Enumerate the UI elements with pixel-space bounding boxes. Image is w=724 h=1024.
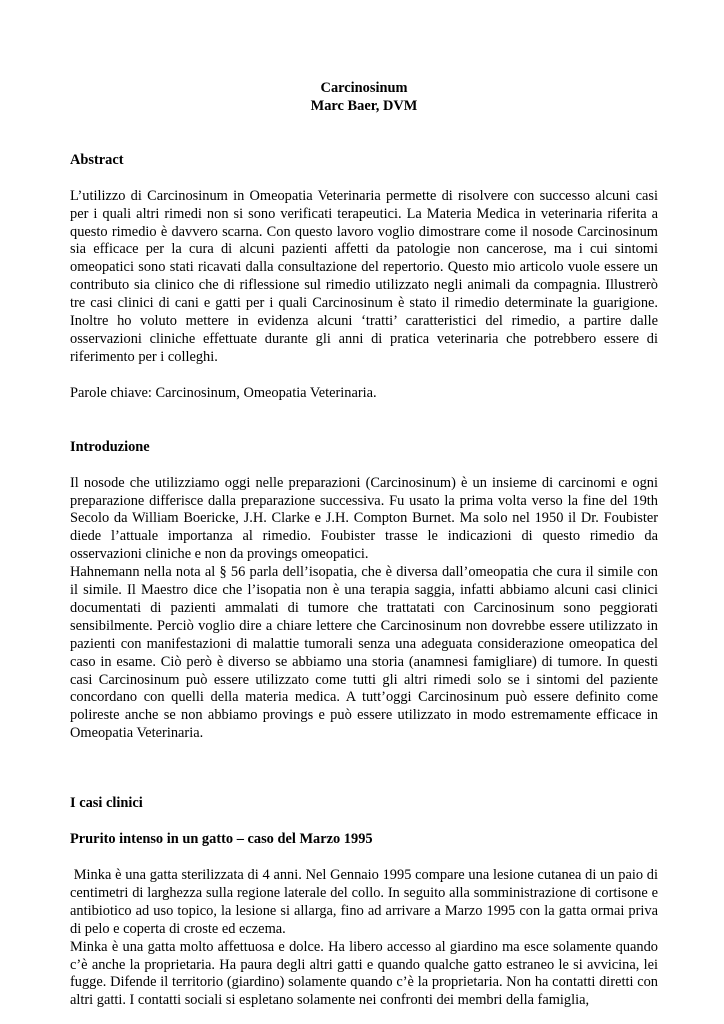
abstract-heading: Abstract <box>70 151 124 168</box>
keywords: Parole chiave: Carcinosinum, Omeopatia Veterinaria. <box>70 384 377 401</box>
cases-heading: I casi clinici <box>70 795 143 812</box>
case1-paragraph-1: Minka è una gatta sterilizzata di 4 anni. Nel Gennaio 1995 compare una lesione cutanea di un paio di centimetri di larghezza sulla regione laterale del collo. In seguito alla somministrazione di cortisone e antibiotico ad uso topico, la lesione si allarga, fino ad arrivare a Marzo 1995 con la gatta ormai priva di pelo e coperta di croste ed eczema. <box>70 867 662 937</box>
introduction-heading: Introduzione <box>70 438 150 455</box>
case1-paragraph-2: Minka è una gatta molto affettuosa e dolce. Ha libero accesso al giardino ma esce solamente quando c’è anche la proprietaria. Ha paura degli altri gatti e quando qualche gatto estraneo le si avvicina, lei fugge. Difende il territorio (giardino) solamente quando c’è la proprietaria. Non ha contatti diretti con altri gatti. I contatti sociali si espletano solamente nei confronti dei membri della famiglia, <box>70 938 658 1009</box>
document-page <box>70 80 662 1010</box>
article-author: Marc Baer, DVM <box>310 97 418 114</box>
article-title: Carcinosinum <box>320 80 408 96</box>
introduction-paragraph-1: Il nosode che utilizziamo oggi nelle preparazioni (Carcinosinum) è un insieme di carcinomi e ogni preparazione differisce dalla preparazione successiva. Fu usato la prima volta verso la fine del 19th Secolo da William Boericke, J.H. Clarke e J.H. Compton Burnet. Ma solo nel 1950 il Dr. Foubister diede l’attuale importanza al rimedio. Foubister trasse le indicazioni di questo rimedio da osservazioni cliniche e non da provings omeopatici. <box>70 474 658 563</box>
introduction-paragraph-2: Hahnemann nella nota al § 56 parla dell’isopatia, che è diversa dall’omeopatia che cura il simile con il simile. Il Maestro dice che l’isopatia non è una terapia saggia, infatti abbiamo alcuni casi clinici documentati di pazienti ammalati di tumore che trattatati con Carcinosinum sono peggiorati sensibilmente. Perciò voglio dire a chiare lettere che Carcinosinum non dovrebbe essere utilizzato in pazienti con manifestazioni di malattie tumorali senza una adeguata considerazione omeopatica del caso in esame. Ciò però è diverso se abbiamo una storia (anamnesi famigliare) di tumore. In questi casi Carcinosinum può essere utilizzato come tutti gli altri rimedi solo se i sintomi del paziente concordano con quelli della materia medica. A tutt’oggi Carcinosinum può essere definito come polireste anche se non abbiamo provings e può essere utilizzato in modo estremamente efficace in Omeopatia Veterinaria. <box>70 564 658 742</box>
case1-heading: Prurito intenso in un gatto – caso del Marzo 1995 <box>70 831 373 848</box>
abstract-body: L’utilizzo di Carcinosinum in Omeopatia Veterinaria permette di risolvere con successo alcuni casi per i quali altri rimedi non si sono verificati terapeutici. La Materia Medica in veterinaria riferita a questo rimedio è davvero scarna. Con questo lavoro voglio dimostrare come il nosode Carcinosinum sia efficace per la cura di alcuni pazienti affetti da patologie non cancerose, ma i cui sintomi omeopatici sono stati ricavati dalla consultazione del repertorio. Questo mio articolo vuole essere un contributo sia clinico che di riflessione sul rimedio utilizzato negli animali da compagnia. Illustrerò tre casi clinici di cani e gatti per i quali Carcinosinum è stato il rimedio determinate la guarigione. Inoltre ho voluto mettere in evidenza alcuni ‘tratti’ caratteristici del rimedio, a partire dalle osservazioni cliniche effettuate durante gli anni di pratica veterinaria che potrebbero essere di riferimento per i colleghi. <box>70 187 658 365</box>
